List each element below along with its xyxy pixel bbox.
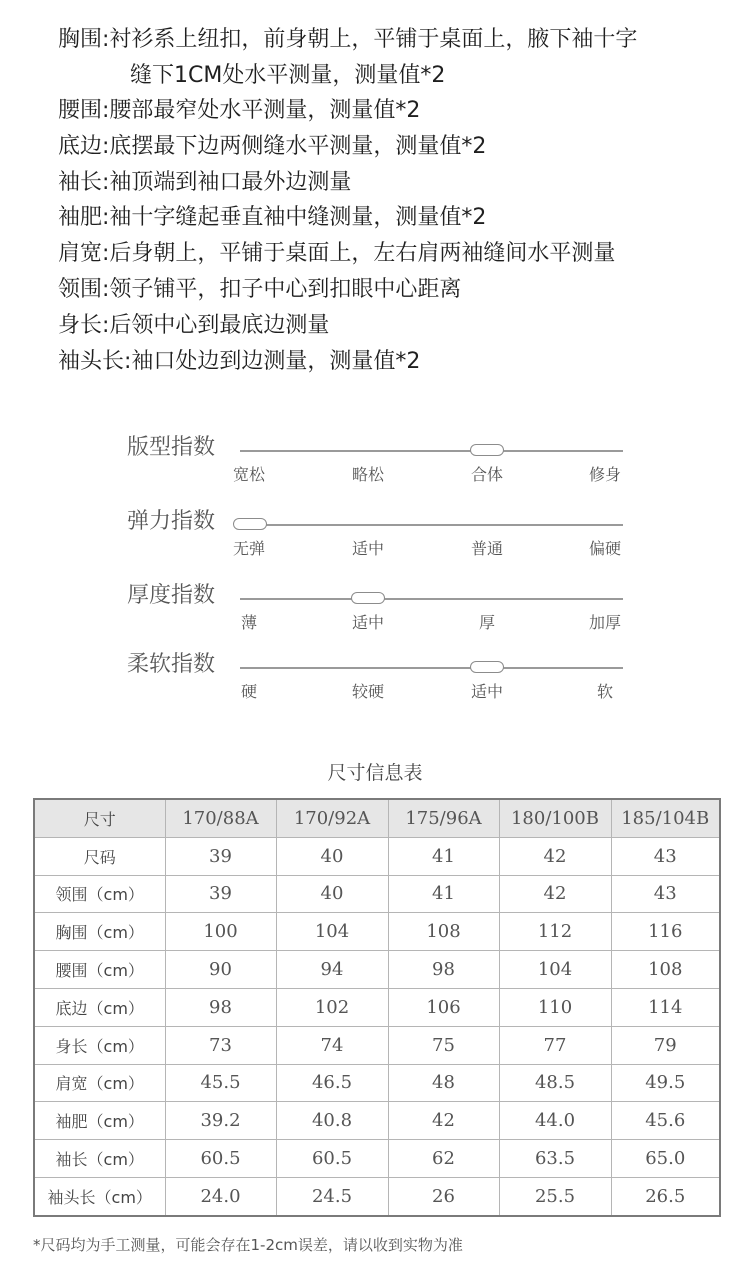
index-option: 修身 (588, 465, 622, 484)
measure-text: 后领中心到最底边测量 (109, 313, 330, 338)
table-row (34, 1140, 720, 1178)
measure-text: 袖口处边到边测量，测量值*2 (131, 349, 421, 374)
table-cell: 48.5 (499, 1064, 611, 1102)
table-cell: 42 (499, 875, 611, 913)
index-option: 略松 (351, 465, 385, 484)
index-title: 厚度指数 (127, 583, 216, 608)
measure-label: 袖肥: (58, 205, 110, 230)
table-cell: 48 (388, 1064, 499, 1102)
measure-label: 腰围: (58, 98, 110, 123)
table-row (34, 913, 720, 951)
index-option: 厚 (478, 613, 496, 632)
index-indicator (233, 518, 267, 530)
index-track (240, 667, 623, 669)
measure-label: 袖头长: (58, 349, 132, 374)
table-cell: 110 (499, 988, 611, 1026)
fit-index (0, 433, 750, 493)
measure-text: 腰部最窄处水平测量，测量值*2 (109, 98, 421, 123)
measure-row-shoulder (58, 236, 615, 272)
index-option: 薄 (240, 613, 258, 632)
table-cell: 112 (499, 913, 611, 951)
table-row (34, 1177, 720, 1215)
measure-row-sleeve-length (58, 165, 351, 201)
measure-label: 底边: (58, 134, 110, 159)
index-option: 加厚 (588, 613, 622, 632)
table-cell: 39 (165, 837, 276, 875)
index-track (240, 524, 623, 526)
table-cell: 40 (276, 837, 388, 875)
table-cell: 45.5 (165, 1064, 276, 1102)
table-cell: 60.5 (165, 1140, 276, 1178)
index-indicator (351, 592, 385, 604)
table-row-label: 腰围（cm） (34, 951, 165, 989)
index-option: 软 (596, 682, 614, 701)
table-cell: 114 (611, 988, 720, 1026)
index-option: 较硬 (351, 682, 385, 701)
measure-text: 领子铺平，扣子中心到扣眼中心距离 (109, 277, 462, 302)
measure-label: 袖长: (58, 170, 110, 195)
size-table (33, 798, 721, 1217)
index-title: 版型指数 (127, 435, 216, 460)
measure-row-cuff (58, 344, 420, 380)
table-cell: 65.0 (611, 1140, 720, 1178)
table-cell: 108 (388, 913, 499, 951)
index-option: 适中 (470, 682, 504, 701)
measure-row-hem (58, 129, 486, 165)
table-row (34, 1064, 720, 1102)
table-cell: 46.5 (276, 1064, 388, 1102)
table-row (34, 951, 720, 989)
table-header-row (34, 799, 720, 837)
table-cell: 116 (611, 913, 720, 951)
size-table-title: 尺寸信息表 (327, 762, 423, 784)
table-cell: 26.5 (611, 1177, 720, 1215)
table-row (34, 875, 720, 913)
table-cell: 98 (388, 951, 499, 989)
table-header-cell: 180/100B (499, 799, 611, 837)
measure-label: 胸围: (58, 27, 110, 52)
table-cell: 63.5 (499, 1140, 611, 1178)
index-indicator (470, 444, 504, 456)
index-title: 弹力指数 (127, 509, 216, 534)
measure-row-chest (58, 22, 637, 58)
table-cell: 42 (499, 837, 611, 875)
measure-row-waist (58, 93, 420, 129)
table-cell: 102 (276, 988, 388, 1026)
table-row (34, 837, 720, 875)
measure-text: 底摆最下边两侧缝水平测量，测量值*2 (109, 134, 487, 159)
table-cell: 49.5 (611, 1064, 720, 1102)
table-cell: 73 (165, 1026, 276, 1064)
table-row-label: 袖长（cm） (34, 1140, 165, 1178)
index-option: 普通 (470, 539, 504, 558)
measure-row-body-length (58, 308, 329, 344)
thickness-index (0, 581, 750, 641)
table-cell: 44.0 (499, 1102, 611, 1140)
table-cell: 24.0 (165, 1177, 276, 1215)
table-row (34, 1026, 720, 1064)
index-track (240, 450, 623, 452)
measure-row-chest-continued: 缝下1CM处水平测量，测量值*2 (130, 63, 446, 88)
table-cell: 60.5 (276, 1140, 388, 1178)
table-cell: 45.6 (611, 1102, 720, 1140)
table-cell: 41 (388, 875, 499, 913)
measure-label: 肩宽: (58, 241, 110, 266)
elasticity-index (0, 507, 750, 567)
table-cell: 100 (165, 913, 276, 951)
measure-text: 袖十字缝起垂直袖中缝测量，测量值*2 (109, 205, 487, 230)
table-row-label: 胸围（cm） (34, 913, 165, 951)
index-title: 柔软指数 (127, 652, 216, 677)
table-cell: 75 (388, 1026, 499, 1064)
table-cell: 25.5 (499, 1177, 611, 1215)
index-track (240, 598, 623, 600)
table-cell: 26 (388, 1177, 499, 1215)
table-cell: 104 (276, 913, 388, 951)
table-cell: 40.8 (276, 1102, 388, 1140)
table-row-label: 肩宽（cm） (34, 1064, 165, 1102)
table-cell: 74 (276, 1026, 388, 1064)
table-cell: 79 (611, 1026, 720, 1064)
index-option: 适中 (351, 539, 385, 558)
index-option: 宽松 (232, 465, 266, 484)
table-header-cell: 170/92A (276, 799, 388, 837)
softness-index (0, 650, 750, 710)
measurement-note: *尺码均为手工测量，可能会存在1-2cm误差，请以收到实物为准 (33, 1236, 463, 1254)
measure-text: 后身朝上，平铺于桌面上，左右肩两袖缝间水平测量 (109, 241, 616, 266)
table-cell: 94 (276, 951, 388, 989)
index-option: 硬 (240, 682, 258, 701)
table-cell: 62 (388, 1140, 499, 1178)
measure-row-sleeve-width (58, 200, 486, 236)
table-cell: 90 (165, 951, 276, 989)
table-cell: 106 (388, 988, 499, 1026)
table-cell: 43 (611, 837, 720, 875)
measure-label: 领围: (58, 277, 110, 302)
table-cell: 40 (276, 875, 388, 913)
measure-text: 袖顶端到袖口最外边测量 (109, 170, 352, 195)
table-row (34, 1102, 720, 1140)
index-option: 无弹 (232, 539, 266, 558)
measure-row-collar (58, 272, 461, 308)
table-cell: 24.5 (276, 1177, 388, 1215)
table-cell: 42 (388, 1102, 499, 1140)
table-cell: 39.2 (165, 1102, 276, 1140)
measure-text: 衬衫系上纽扣，前身朝上，平铺于桌面上，腋下袖十字 (109, 27, 638, 52)
table-row-label: 领围（cm） (34, 875, 165, 913)
table-row-label: 尺码 (34, 837, 165, 875)
table-row (34, 988, 720, 1026)
table-row-label: 底边（cm） (34, 988, 165, 1026)
table-cell: 39 (165, 875, 276, 913)
table-header-cell: 尺寸 (34, 799, 165, 837)
table-cell: 41 (388, 837, 499, 875)
table-header-cell: 185/104B (611, 799, 720, 837)
table-cell: 77 (499, 1026, 611, 1064)
table-cell: 108 (611, 951, 720, 989)
table-header-cell: 170/88A (165, 799, 276, 837)
table-row-label: 袖肥（cm） (34, 1102, 165, 1140)
index-option: 适中 (351, 613, 385, 632)
table-cell: 98 (165, 988, 276, 1026)
table-cell: 104 (499, 951, 611, 989)
table-row-label: 身长（cm） (34, 1026, 165, 1064)
index-indicator (470, 661, 504, 673)
table-header-cell: 175/96A (388, 799, 499, 837)
measure-label: 身长: (58, 313, 110, 338)
table-cell: 43 (611, 875, 720, 913)
index-option: 偏硬 (588, 539, 622, 558)
index-option: 合体 (470, 465, 504, 484)
table-row-label: 袖头长（cm） (34, 1177, 165, 1215)
